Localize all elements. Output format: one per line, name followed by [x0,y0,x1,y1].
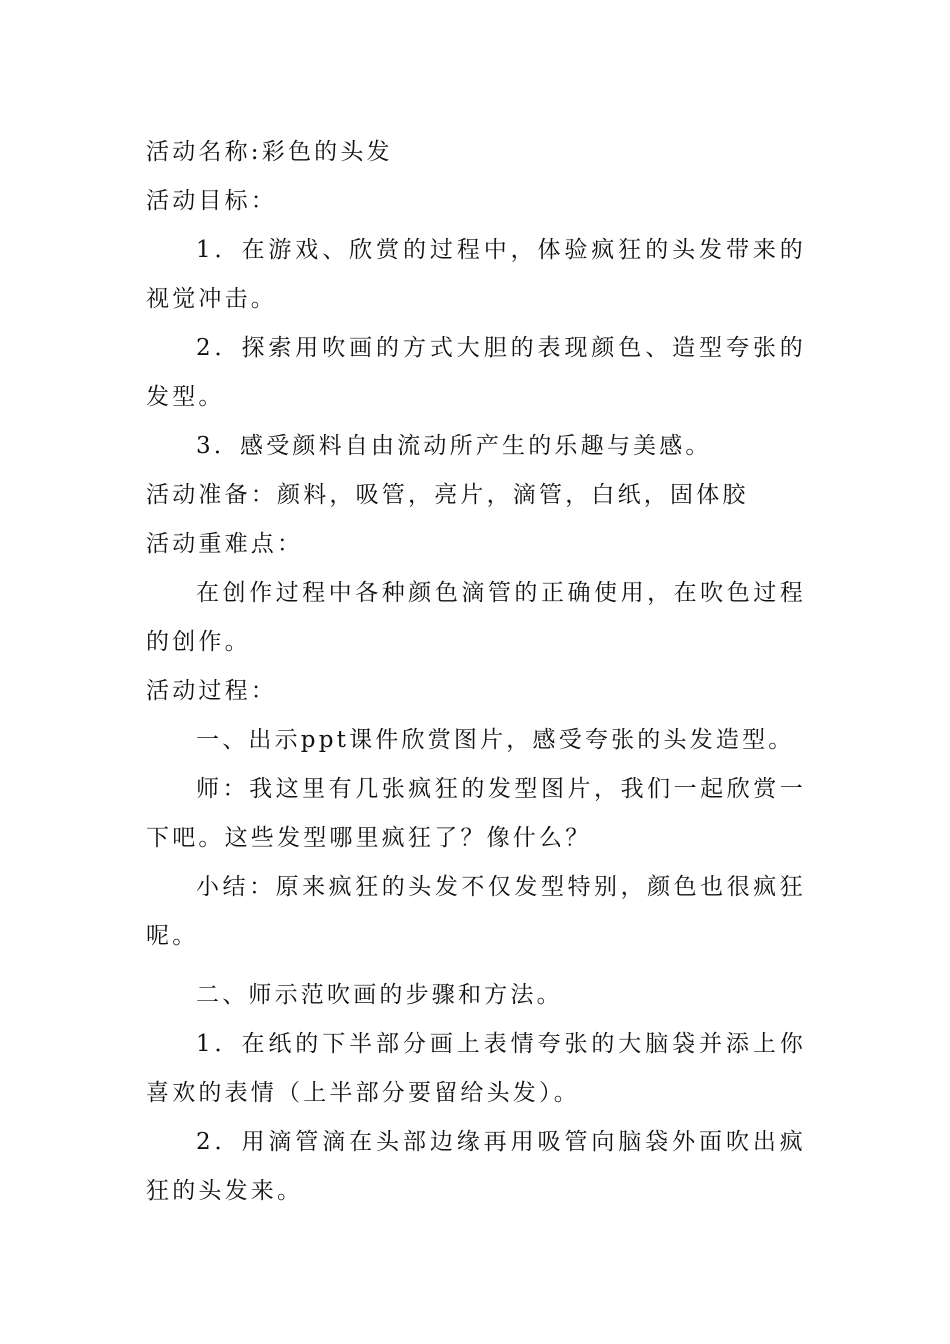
goals-heading: 活动目标： [146,188,277,214]
key-points-text: 在创作过程中各种颜色滴管的正确使用，在吹色过程的创作。 [146,580,806,655]
process-summary: 小结：原来疯狂的头发不仅发型特别，颜色也很疯狂呢。 [146,874,806,949]
goal-item-3: 3．感受颜料自由流动所产生的乐趣与美感。 [196,433,712,459]
key-points-heading: 活动重难点： [146,531,304,557]
process-teacher-dialogue: 师：我这里有几张疯狂的发型图片，我们一起欣赏一下吧。这些发型哪里疯狂了？像什么？ [146,776,806,851]
process-substep-2: 2．用滴管滴在头部边缘再用吸管向脑袋外面吹出疯狂的头发来。 [146,1129,806,1204]
process-substep-1: 1．在纸的下半部分画上表情夸张的大脑袋并添上你喜欢的表情（上半部分要留给头发）。 [146,1031,806,1106]
process-step-2: 二、师示范吹画的步骤和方法。 [196,982,563,1008]
paragraph-gap [146,961,806,971]
activity-title: 活动名称:彩色的头发 [146,139,393,165]
goal-item-2: 2．探索用吹画的方式大胆的表现颜色、造型夸张的发型。 [146,335,806,410]
process-step-1: 一、出示ppt课件欣赏图片，感受夸张的头发造型。 [196,727,795,753]
preparation-line: 活动准备：颜料，吸管，亮片，滴管，白纸，固体胶 [146,482,749,508]
document-body [146,128,806,1216]
goal-item-1: 1．在游戏、欣赏的过程中，体验疯狂的头发带来的视觉冲击。 [146,237,806,312]
process-heading: 活动过程： [146,678,277,704]
